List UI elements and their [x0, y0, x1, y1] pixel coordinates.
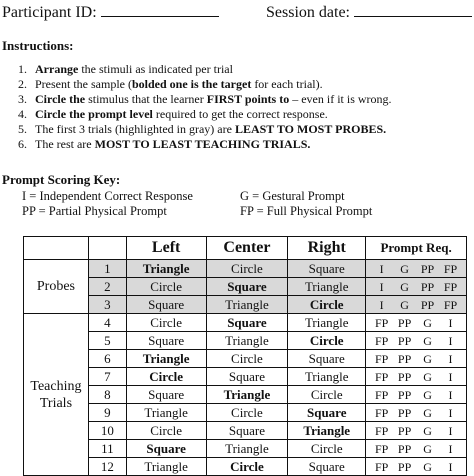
instruction-item: 6. The rest are MOST TO LEAST TEACHING TRIALS.: [18, 137, 311, 151]
prompt-option[interactable]: G: [400, 261, 409, 276]
participant-id-field[interactable]: [2, 2, 219, 22]
stimulus-left[interactable]: Triangle: [126, 404, 206, 422]
key-independent: I = Independent Correct Response: [22, 189, 193, 203]
prompt-option[interactable]: I: [379, 261, 384, 276]
trial-number: 2: [88, 278, 126, 296]
prompt-option[interactable]: PP: [397, 369, 412, 384]
trial-number: 11: [88, 440, 126, 458]
table-row: [24, 278, 467, 296]
prompt-levels: [366, 422, 467, 440]
prompt-option[interactable]: FP: [374, 315, 389, 330]
stimulus-left[interactable]: Square: [126, 440, 206, 458]
key-gestural: G = Gestural Prompt: [240, 189, 345, 203]
prompt-option[interactable]: G: [423, 441, 432, 456]
prompt-option[interactable]: G: [423, 315, 432, 330]
stimulus-right[interactable]: Circle: [288, 296, 366, 314]
prompt-option[interactable]: I: [379, 279, 384, 294]
probes-label: Probes: [24, 260, 89, 314]
prompt-option[interactable]: PP: [420, 297, 435, 312]
stimulus-right[interactable]: Square: [288, 260, 366, 278]
stimulus-right[interactable]: Square: [288, 404, 366, 422]
table-row: [24, 404, 467, 422]
prompt-option[interactable]: FP: [374, 459, 389, 474]
stimulus-center[interactable]: Square: [206, 422, 288, 440]
header-center: Center: [206, 237, 288, 260]
prompt-levels: [366, 440, 467, 458]
stimulus-center[interactable]: Square: [206, 368, 288, 386]
prompt-option[interactable]: FP: [443, 297, 458, 312]
stimulus-left[interactable]: Triangle: [126, 260, 206, 278]
stimulus-center[interactable]: Circle: [206, 404, 288, 422]
table-row: [24, 440, 467, 458]
prompt-option[interactable]: G: [423, 351, 432, 366]
prompt-option[interactable]: FP: [374, 333, 389, 348]
prompt-option[interactable]: PP: [397, 351, 412, 366]
instruction-item: 5. The first 3 trials (highlighted in gray) are LEAST TO MOST PROBES.: [18, 122, 387, 136]
instruction-item: 1. Arrange the stimuli as indicated per trial: [18, 62, 233, 76]
prompt-option[interactable]: PP: [420, 261, 435, 276]
participant-id-blank[interactable]: [101, 2, 219, 17]
stimulus-left[interactable]: Square: [126, 386, 206, 404]
table-row: [24, 296, 467, 314]
prompt-levels: [366, 260, 467, 278]
participant-id-label: Participant ID:: [2, 4, 97, 21]
stimulus-center[interactable]: Circle: [206, 260, 288, 278]
header-blank-1: [24, 237, 89, 260]
prompt-option[interactable]: FP: [374, 405, 389, 420]
prompt-option[interactable]: I: [448, 351, 453, 366]
prompt-option[interactable]: I: [448, 315, 453, 330]
table-row: [24, 458, 467, 476]
trial-number: 6: [88, 350, 126, 368]
stimulus-center[interactable]: Triangle: [206, 386, 288, 404]
prompt-option[interactable]: G: [423, 387, 432, 402]
prompt-levels: [366, 368, 467, 386]
session-date-blank[interactable]: [354, 2, 472, 17]
prompt-option[interactable]: FP: [374, 441, 389, 456]
prompt-option[interactable]: I: [448, 423, 453, 438]
prompt-option[interactable]: FP: [374, 387, 389, 402]
instruction-item: 2. Present the sample (bolded one is the target for each trial).: [18, 77, 323, 91]
prompt-levels: [366, 296, 467, 314]
trial-number: 8: [88, 386, 126, 404]
prompt-option[interactable]: PP: [397, 405, 412, 420]
table-header-row: [24, 237, 467, 260]
prompt-option[interactable]: G: [423, 459, 432, 474]
prompt-option[interactable]: PP: [397, 315, 412, 330]
stimulus-left[interactable]: Square: [126, 296, 206, 314]
prompt-option[interactable]: I: [448, 441, 453, 456]
prompt-option[interactable]: G: [400, 279, 409, 294]
stimulus-center[interactable]: Square: [206, 314, 288, 332]
table-row: [24, 350, 467, 368]
prompt-option[interactable]: I: [448, 387, 453, 402]
stimulus-right[interactable]: Triangle: [288, 422, 366, 440]
header-right: Right: [288, 237, 366, 260]
instruction-item: 4. Circle the prompt level required to get the correct response.: [18, 107, 328, 121]
stimulus-right[interactable]: Circle: [288, 332, 366, 350]
stimulus-right[interactable]: Square: [288, 350, 366, 368]
stimulus-center[interactable]: Circle: [206, 350, 288, 368]
stimulus-left[interactable]: Circle: [126, 314, 206, 332]
key-full-physical: FP = Full Physical Prompt: [240, 204, 373, 218]
prompt-option[interactable]: G: [423, 333, 432, 348]
table-row: [24, 260, 467, 278]
stimulus-left[interactable]: Triangle: [126, 350, 206, 368]
prompt-levels: [366, 314, 467, 332]
table-row: [24, 332, 467, 350]
trial-table: [23, 236, 467, 476]
stimulus-right[interactable]: Triangle: [288, 368, 366, 386]
prompt-option[interactable]: I: [448, 459, 453, 474]
trial-number: 3: [88, 296, 126, 314]
teaching-label-line: Teaching: [30, 378, 82, 394]
prompt-option[interactable]: PP: [397, 333, 412, 348]
prompt-option[interactable]: PP: [397, 459, 412, 474]
key-partial-physical: PP = Partial Physical Prompt: [22, 204, 167, 218]
table-row: [24, 386, 467, 404]
stimulus-right[interactable]: Triangle: [288, 278, 366, 296]
prompt-option[interactable]: G: [400, 297, 409, 312]
prompt-option[interactable]: PP: [420, 279, 435, 294]
table-row: [24, 368, 467, 386]
stimulus-center[interactable]: Triangle: [206, 332, 288, 350]
stimulus-center[interactable]: Triangle: [206, 296, 288, 314]
scoring-key-title: Prompt Scoring Key:: [2, 172, 121, 187]
trial-number: 10: [88, 422, 126, 440]
stimulus-center[interactable]: Circle: [206, 458, 288, 476]
stimulus-center[interactable]: Triangle: [206, 440, 288, 458]
prompt-option[interactable]: G: [423, 405, 432, 420]
table-body: [24, 260, 467, 476]
prompt-levels: [366, 350, 467, 368]
trial-number: 7: [88, 368, 126, 386]
teaching-label-line: Trials: [39, 395, 73, 411]
table-row: [24, 314, 467, 332]
prompt-option[interactable]: I: [448, 369, 453, 384]
instruction-item: 3. Circle the stimulus that the learner FIRST points to – even if it is wrong.: [18, 92, 392, 106]
prompt-option[interactable]: PP: [397, 441, 412, 456]
prompt-option[interactable]: FP: [374, 369, 389, 384]
prompt-option[interactable]: G: [423, 369, 432, 384]
prompt-levels: [366, 386, 467, 404]
trial-number: 12: [88, 458, 126, 476]
stimulus-right[interactable]: Circle: [288, 386, 366, 404]
stimulus-left[interactable]: Square: [126, 332, 206, 350]
trial-number: 5: [88, 332, 126, 350]
prompt-levels: [366, 332, 467, 350]
header-prompt-req: Prompt Req.: [366, 237, 467, 260]
prompt-option[interactable]: I: [379, 297, 384, 312]
prompt-option[interactable]: I: [448, 405, 453, 420]
stimulus-right[interactable]: Triangle: [288, 314, 366, 332]
prompt-levels: [366, 278, 467, 296]
trial-number: 9: [88, 404, 126, 422]
prompt-option[interactable]: FP: [374, 423, 389, 438]
instructions-title: Instructions:: [2, 38, 74, 53]
header-left: Left: [126, 237, 206, 260]
prompt-option[interactable]: FP: [443, 279, 458, 294]
prompt-option[interactable]: G: [423, 423, 432, 438]
prompt-option[interactable]: PP: [397, 387, 412, 402]
prompt-levels: [366, 404, 467, 422]
stimulus-left[interactable]: Triangle: [126, 458, 206, 476]
stimulus-left[interactable]: Circle: [126, 368, 206, 386]
prompt-option[interactable]: FP: [374, 351, 389, 366]
session-date-field[interactable]: [266, 2, 472, 22]
prompt-option[interactable]: PP: [397, 423, 412, 438]
stimulus-right[interactable]: Square: [288, 458, 366, 476]
stimulus-left[interactable]: Circle: [126, 422, 206, 440]
stimulus-center[interactable]: Square: [206, 278, 288, 296]
table-row: [24, 422, 467, 440]
teaching-trials-label: [24, 314, 89, 476]
stimulus-left[interactable]: Circle: [126, 278, 206, 296]
session-date-label: Session date:: [266, 4, 350, 21]
instructions-list: [18, 62, 468, 152]
prompt-levels: [366, 458, 467, 476]
stimulus-right[interactable]: Circle: [288, 440, 366, 458]
trial-number: 4: [88, 314, 126, 332]
header-blank-2: [88, 237, 126, 260]
prompt-option[interactable]: FP: [443, 261, 458, 276]
trial-number: 1: [88, 260, 126, 278]
prompt-option[interactable]: I: [448, 333, 453, 348]
